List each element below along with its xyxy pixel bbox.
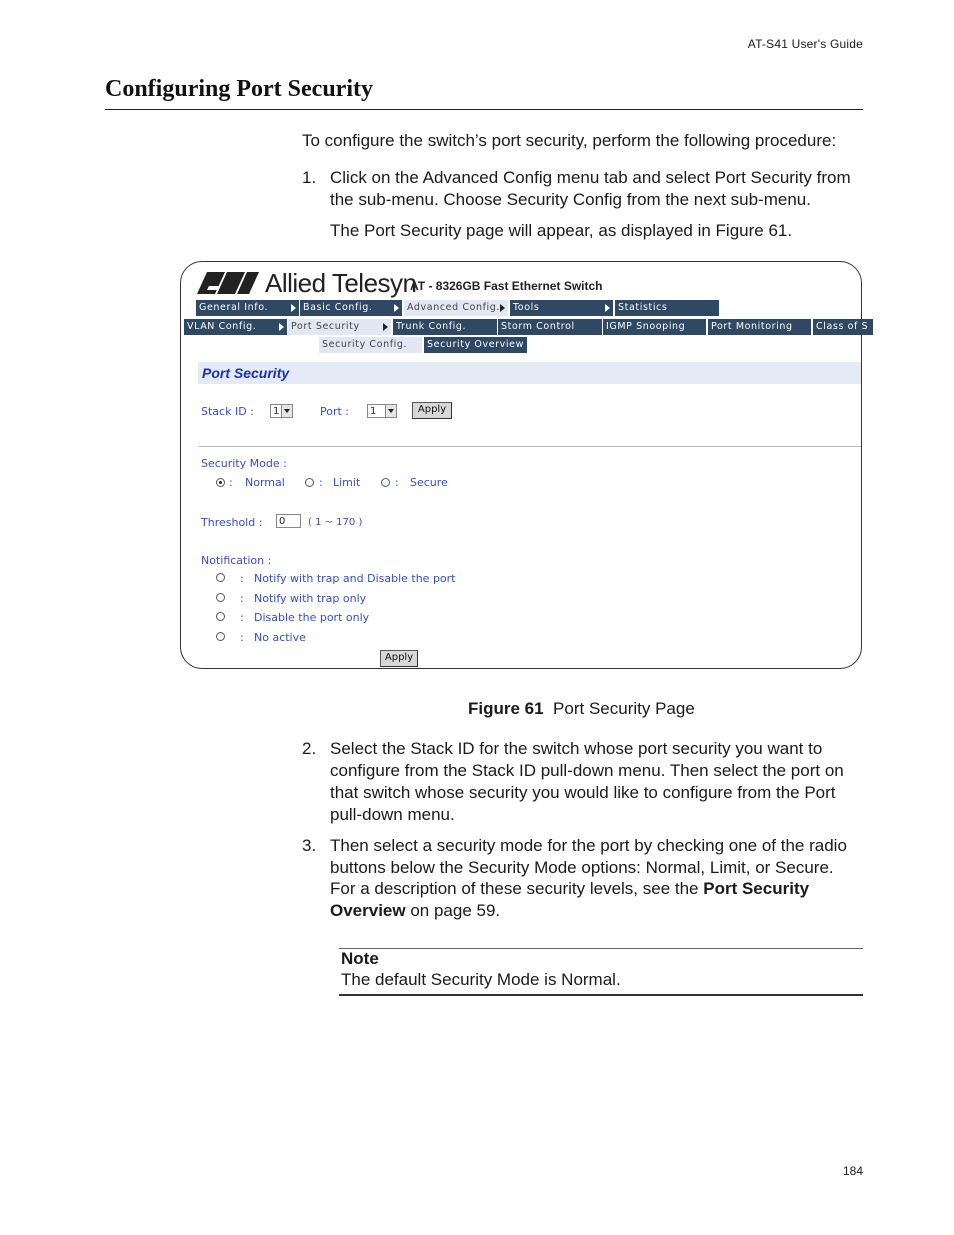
note-bottom-rule xyxy=(339,994,863,996)
submenu-class-of-service[interactable] xyxy=(813,319,873,335)
submenu-label: Class of S xyxy=(816,321,869,332)
step-2-number: 2. xyxy=(302,739,317,758)
threshold-input[interactable]: 0 xyxy=(276,514,301,528)
tab-tools[interactable] xyxy=(510,300,613,316)
mode-secure-label: Secure xyxy=(410,476,448,489)
note-title: Note xyxy=(341,949,379,968)
security-mode-label: Security Mode : xyxy=(201,457,287,470)
stack-id-select[interactable] xyxy=(270,404,293,418)
tab-label: Statistics xyxy=(618,302,668,313)
radio-separator: : xyxy=(240,592,244,605)
port-security-screenshot xyxy=(180,261,869,669)
arrow-right-icon xyxy=(279,323,284,331)
arrow-right-icon xyxy=(500,304,505,312)
submenu-port-security[interactable] xyxy=(288,319,391,335)
tab-label: Advanced Config. xyxy=(407,302,501,313)
submenu-storm-control[interactable] xyxy=(498,319,602,335)
step-3-text: on page 59. xyxy=(405,901,501,920)
step-1-line: the sub-menu. Choose Security Config from the next sub-menu. xyxy=(330,190,811,209)
arrow-right-icon xyxy=(291,304,296,312)
port-select[interactable] xyxy=(367,404,397,418)
submenu-label: Port Monitoring xyxy=(711,321,793,332)
submenu-label: Security Overview xyxy=(427,339,524,350)
dropdown-arrow-icon xyxy=(385,405,396,417)
figure-title: Port Security Page xyxy=(553,699,695,718)
port-security-overview-link[interactable]: Port Security xyxy=(703,879,810,898)
step-2-line: pull-down menu. xyxy=(330,805,455,824)
radio-separator: : xyxy=(240,572,244,585)
submenu-igmp-snooping[interactable] xyxy=(603,319,706,335)
tab-basic-config[interactable] xyxy=(300,300,402,316)
apply-bottom-button[interactable]: Apply xyxy=(380,650,418,667)
submenu-label: Security Config. xyxy=(322,339,408,350)
radio-separator: : xyxy=(395,476,399,489)
brand-name: Allied Telesyn xyxy=(265,268,417,298)
step-1-result: The Port Security page will appear, as displayed in Figure 61. xyxy=(330,221,793,240)
submenu-vlan-config[interactable] xyxy=(184,319,287,335)
mode-normal-label: Normal xyxy=(245,476,285,489)
page-title: Port Security xyxy=(198,362,861,384)
tab-label: Tools xyxy=(513,302,540,313)
tab-label: Basic Config. xyxy=(303,302,373,313)
submenu-label: Storm Control xyxy=(501,321,575,332)
title-rule xyxy=(105,109,863,110)
mode-limit-radio[interactable] xyxy=(305,478,314,487)
tab-statistics[interactable] xyxy=(615,300,719,316)
dropdown-arrow-icon xyxy=(281,405,292,417)
port-security-overview-link[interactable]: Overview xyxy=(330,901,406,920)
notify-trap-disable-label: Notify with trap and Disable the port xyxy=(254,572,456,585)
submenu-port-monitoring[interactable] xyxy=(708,319,811,335)
tab-general-info[interactable] xyxy=(196,300,299,316)
notify-trap-only-radio[interactable] xyxy=(216,593,225,602)
submenu-label: IGMP Snooping xyxy=(606,321,686,332)
radio-separator: : xyxy=(240,631,244,644)
arrow-right-icon xyxy=(605,304,610,312)
step-3-line xyxy=(330,900,500,922)
threshold-range: ( 1 ~ 170 ) xyxy=(308,517,363,528)
switch-model: AT - 8326GB Fast Ethernet Switch xyxy=(410,279,603,293)
figure-label: Figure 61 xyxy=(468,699,544,718)
step-2-line: that switch whose security you would like to configure from the Port xyxy=(330,783,836,802)
page-number: 184 xyxy=(842,1164,863,1178)
note-text: The default Security Mode is Normal. xyxy=(341,970,621,989)
section-title: Configuring Port Security xyxy=(105,76,373,102)
figure-caption xyxy=(468,699,695,719)
apply-button[interactable]: Apply xyxy=(412,402,452,419)
notify-trap-only-label: Notify with trap only xyxy=(254,592,367,605)
step-2-line: configure from the Stack ID pull-down menu. Then select the port on xyxy=(330,761,844,780)
stack-id-value: 1 xyxy=(273,406,280,417)
step-1-line: Click on the Advanced Config menu tab and select Port Security from xyxy=(330,168,851,187)
step-1-number: 1. xyxy=(302,168,317,187)
step-2-line: Select the Stack ID for the switch whose port security you want to xyxy=(330,739,823,758)
intro-paragraph: To configure the switch’s port security, perform the following procedure: xyxy=(302,131,837,150)
stack-id-label: Stack ID : xyxy=(201,405,254,418)
port-value: 1 xyxy=(370,406,377,417)
submenu-label: VLAN Config. xyxy=(187,321,257,332)
arrow-right-icon xyxy=(394,304,399,312)
submenu-label: Trunk Config. xyxy=(396,321,467,332)
running-head: AT-S41 User's Guide xyxy=(747,37,863,51)
threshold-label: Threshold : xyxy=(201,516,263,529)
submenu-security-overview[interactable] xyxy=(424,337,527,353)
tab-label: General Info. xyxy=(199,302,269,313)
disable-port-only-label: Disable the port only xyxy=(254,611,370,624)
mode-secure-radio[interactable] xyxy=(381,478,390,487)
tab-advanced-config[interactable] xyxy=(404,300,508,316)
disable-port-only-radio[interactable] xyxy=(216,612,225,621)
port-label: Port : xyxy=(320,405,350,418)
submenu-trunk-config[interactable] xyxy=(393,319,497,335)
note-top-rule xyxy=(339,948,863,949)
no-active-label: No active xyxy=(254,631,306,644)
radio-separator: : xyxy=(240,611,244,624)
no-active-radio[interactable] xyxy=(216,632,225,641)
step-3-line: buttons below the Security Mode options: Normal, Limit, or Secure. xyxy=(330,858,834,877)
step-3-number: 3. xyxy=(302,836,317,855)
step-3-line: Then select a security mode for the port by checking one of the radio xyxy=(330,836,847,855)
mode-limit-label: Limit xyxy=(333,476,361,489)
step-3-line xyxy=(330,878,809,900)
notification-label: Notification : xyxy=(201,554,272,567)
step-3-text: For a description of these security levels, see the xyxy=(330,879,704,898)
allied-telesyn-logo xyxy=(197,270,417,296)
radio-separator: : xyxy=(229,476,233,489)
arrow-right-icon xyxy=(383,323,388,331)
radio-separator: : xyxy=(319,476,323,489)
notify-trap-disable-radio[interactable] xyxy=(216,573,225,582)
section-divider xyxy=(198,446,861,447)
logo-mark-icon xyxy=(197,272,259,294)
mode-normal-radio[interactable] xyxy=(216,478,225,487)
submenu-label: Port Security xyxy=(291,321,360,332)
submenu-security-config[interactable] xyxy=(319,337,422,353)
